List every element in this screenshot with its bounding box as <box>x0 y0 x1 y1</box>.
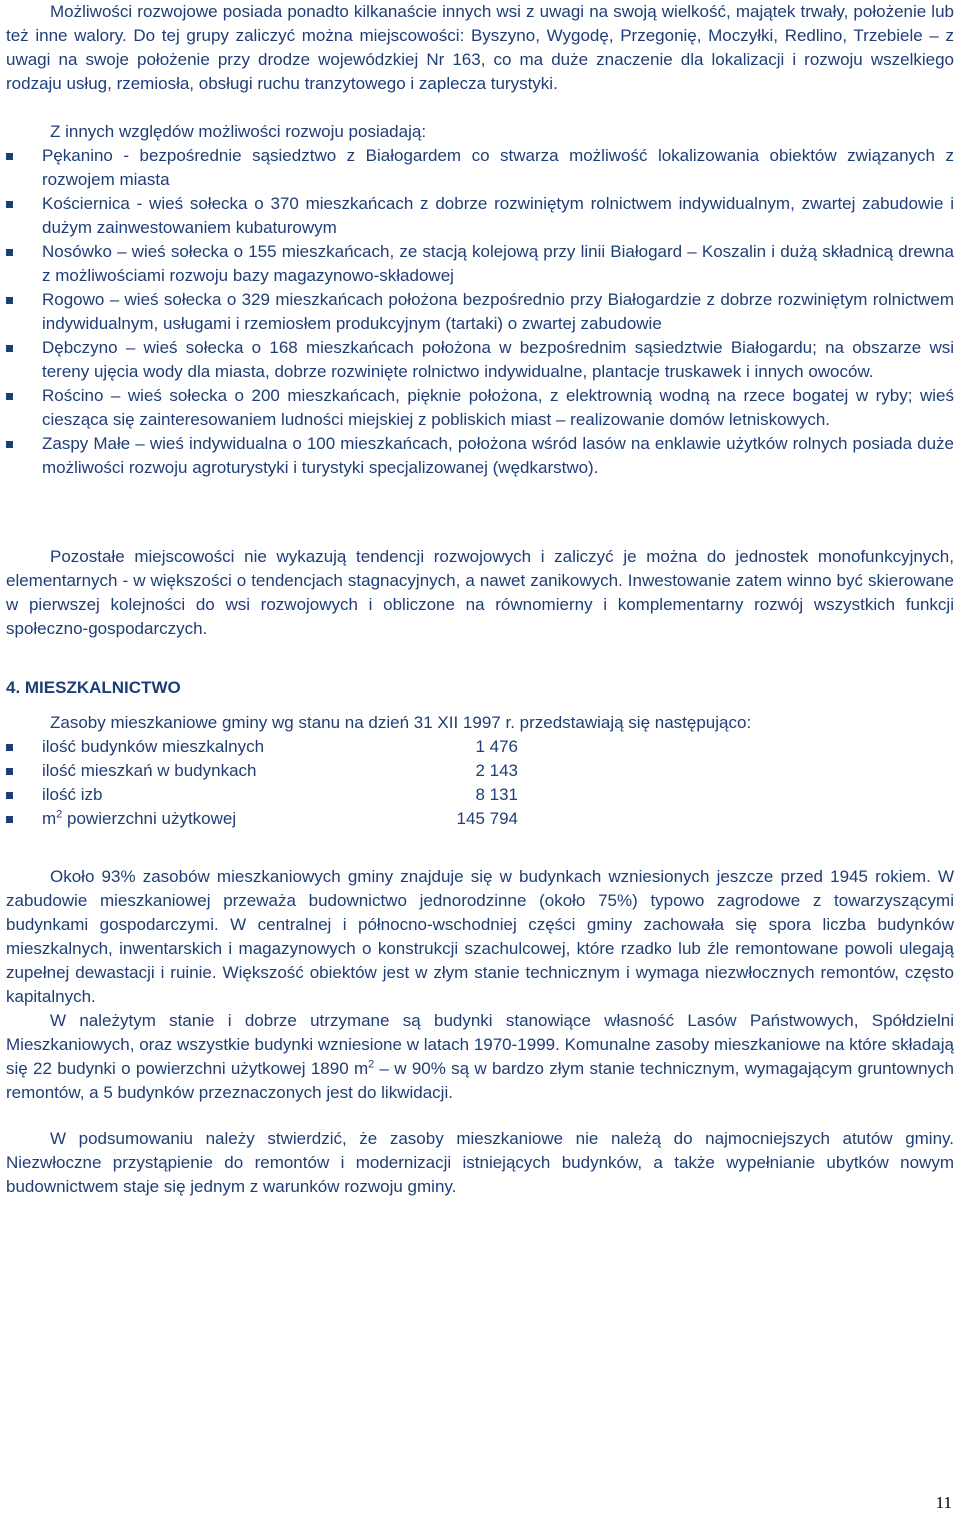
bullet-square-icon <box>6 297 13 304</box>
stat-label: ilość mieszkań w budynkach <box>42 761 257 780</box>
housing-stats-list <box>0 735 600 831</box>
housing-paragraph-3: W podsumowaniu należy stwierdzić, że zasoby mieszkaniowe nie należą do najmocniejszych atutów gminy. Niezwłoczne przystąpienie do remontów i modernizacji istniejących budynków, a także wypełnianie ubytków nowym budownictwem staje się jednym z warunków rozwoju gminy. <box>6 1129 954 1196</box>
bullet-square-icon <box>6 744 13 751</box>
stat-row <box>0 783 600 807</box>
list-item: Kościernica - wieś sołecka o 370 mieszkańcach z dobrze rozwiniętym rolnictwem indywidualnym, zwartej zabudowie i dużym zainwestowaniem kubaturowym <box>0 192 954 240</box>
intro-paragraph: Możliwości rozwojowe posiada ponadto kilkanaście innych wsi z uwagi na swoją wielkość, majątek trwały, położenie lub też inne walory. Do tej grupy zaliczyć można miejscowości: Byszyno, Wygodę, Przegonię, Moczyłki, Redlino, Trzebiele – z uwagi na swoje położenie przy drodze wojewódzkiej Nr 163, co ma duże znaczenie dla lokalizacji i rozwoju wszelkiego rodzaju usług, rzemiosła, obsługi ruchu tranzytowego i zaplecza turystyki. <box>6 2 954 93</box>
bullet-square-icon <box>6 768 13 775</box>
list-item: Rościno – wieś sołecka o 200 mieszkańcach, pięknie położona, z elektrownią wodną na rzece bogatej w ryby; wieś ciesząca się zainteresowaniem ludności miejskiej z pobliskich miast – realizowanie domów letniskowych. <box>0 384 954 432</box>
bullet-square-icon <box>6 249 13 256</box>
list-item: Zaspy Małe – wieś indywidualna o 100 mieszkańcach, położona wśród lasów na enklawie użytków rolnych posiada duże możliwości rozwoju agroturystyki i turystyki specjalizowanej (wędkarstwo). <box>0 432 954 480</box>
bullet-square-icon <box>6 816 13 823</box>
stat-row <box>0 807 600 831</box>
bullet-square-icon <box>6 201 13 208</box>
page-number: 11 <box>935 1493 952 1512</box>
housing-paragraph-2: W należytym stanie i dobrze utrzymane są budynki stanowiące własność Lasów Państwowych, Spółdzielni Mieszkaniowych, oraz wszystkie budynki wzniesione w latach 1970-1999. Komunalne zasoby mieszkaniowe na które składają się 22 budynki o powierzchni użytkowej 1890 $m^2$ – w 90% są w bardzo złym stanie technicznym, wymagającym gruntownych remontów, a 5 budynków przeznaczonych jest do likwidacji. <box>6 1011 955 1102</box>
list-item: Nosówko – wieś sołecka o 155 mieszkańcach, ze stacją kolejową przy linii Białogard – Koszalin i dużą składnicą drewna z możliwościami rozwoju bazy magazynowo-składowej <box>0 240 954 288</box>
bullet-square-icon <box>6 792 13 799</box>
stat-label: $m^2$ powierzchni użytkowej <box>42 808 237 828</box>
closing-paragraph: Pozostałe miejscowości nie wykazują tendencji rozwojowych i zaliczyć je można do jednostek monofunkcyjnych, elementarnych - w większości o tendencjach stagnacyjnych, a nawet zanikowych. Inwestowanie zatem winno być skierowane w pierwszej kolejności do wsi rozwojowych i obliczone na równomierny i komplementarny rozwój wszystkich funkcji społeczno-gospodarczych. <box>6 547 954 638</box>
list-item: Pękanino - bezpośrednie sąsiedztwo z Białogardem co stwarza możliwość lokalizowania obiektów związanych z rozwojem miasta <box>0 144 954 192</box>
stat-label: ilość budynków mieszkalnych <box>42 737 265 756</box>
stat-value: 1 476 <box>475 737 518 756</box>
stat-label: ilość izb <box>42 785 103 804</box>
list-item: Dębczyno – wieś sołecka o 168 mieszkańcach położona w bezpośrednim sąsiedztwie Białogardu; na obszarze wsi tereny ujęcia wody dla miasta, dobrze rozwinięte rolnictwo indywidualne, plantacje truskawek i innych owoców. <box>0 336 954 384</box>
section-heading: 4. MIESZKALNICTWO <box>6 678 181 697</box>
stat-row <box>0 735 600 759</box>
stats-intro: Zasoby mieszkaniowe gminy wg stanu na dzień 31 XII 1997 r. przedstawiają się następująco: <box>50 713 752 732</box>
villages-intro: Z innych względów możliwości rozwoju posiadają: <box>50 122 427 141</box>
stat-row <box>0 759 600 783</box>
stat-value: 8 131 <box>475 785 518 804</box>
housing-paragraph-1: Około 93% zasobów mieszkaniowych gminy znajduje się w budynkach wzniesionych jeszcze przed 1945 rokiem. W zabudowie mieszkaniowej przeważa budownictwo jednorodzinne (około 75%) typowo zagrodowe z towarzyszącymi budynkami gospodarczymi. W centralnej i północno-wschodniej części gminy zachowała się spora liczba budynków mieszkalnych, inwentarskich i magazynowych o konstrukcji szachulcowej, które rzadko lub źle remontowane powoli ulegają zupełnej dewastacji i ruinie. Większość obiektów jest w złym stanie technicznym i wymaga niezwłocznych remontów, często kapitalnych. <box>6 867 954 1006</box>
bullet-square-icon <box>6 153 13 160</box>
stat-value: 2 143 <box>475 761 518 780</box>
bullet-square-icon <box>6 393 13 400</box>
list-item: Rogowo – wieś sołecka o 329 mieszkańcach położona bezpośrednio przy Białogardzie z dobrze rozwiniętym rolnictwem indywidualnym, usługami i rzemiosłem produkcyjnym (tartaki) o zwartej zabudowie <box>0 288 954 336</box>
bullet-square-icon <box>6 441 13 448</box>
bullet-square-icon <box>6 345 13 352</box>
stat-value: 145 794 <box>456 809 518 828</box>
villages-list <box>0 144 954 480</box>
